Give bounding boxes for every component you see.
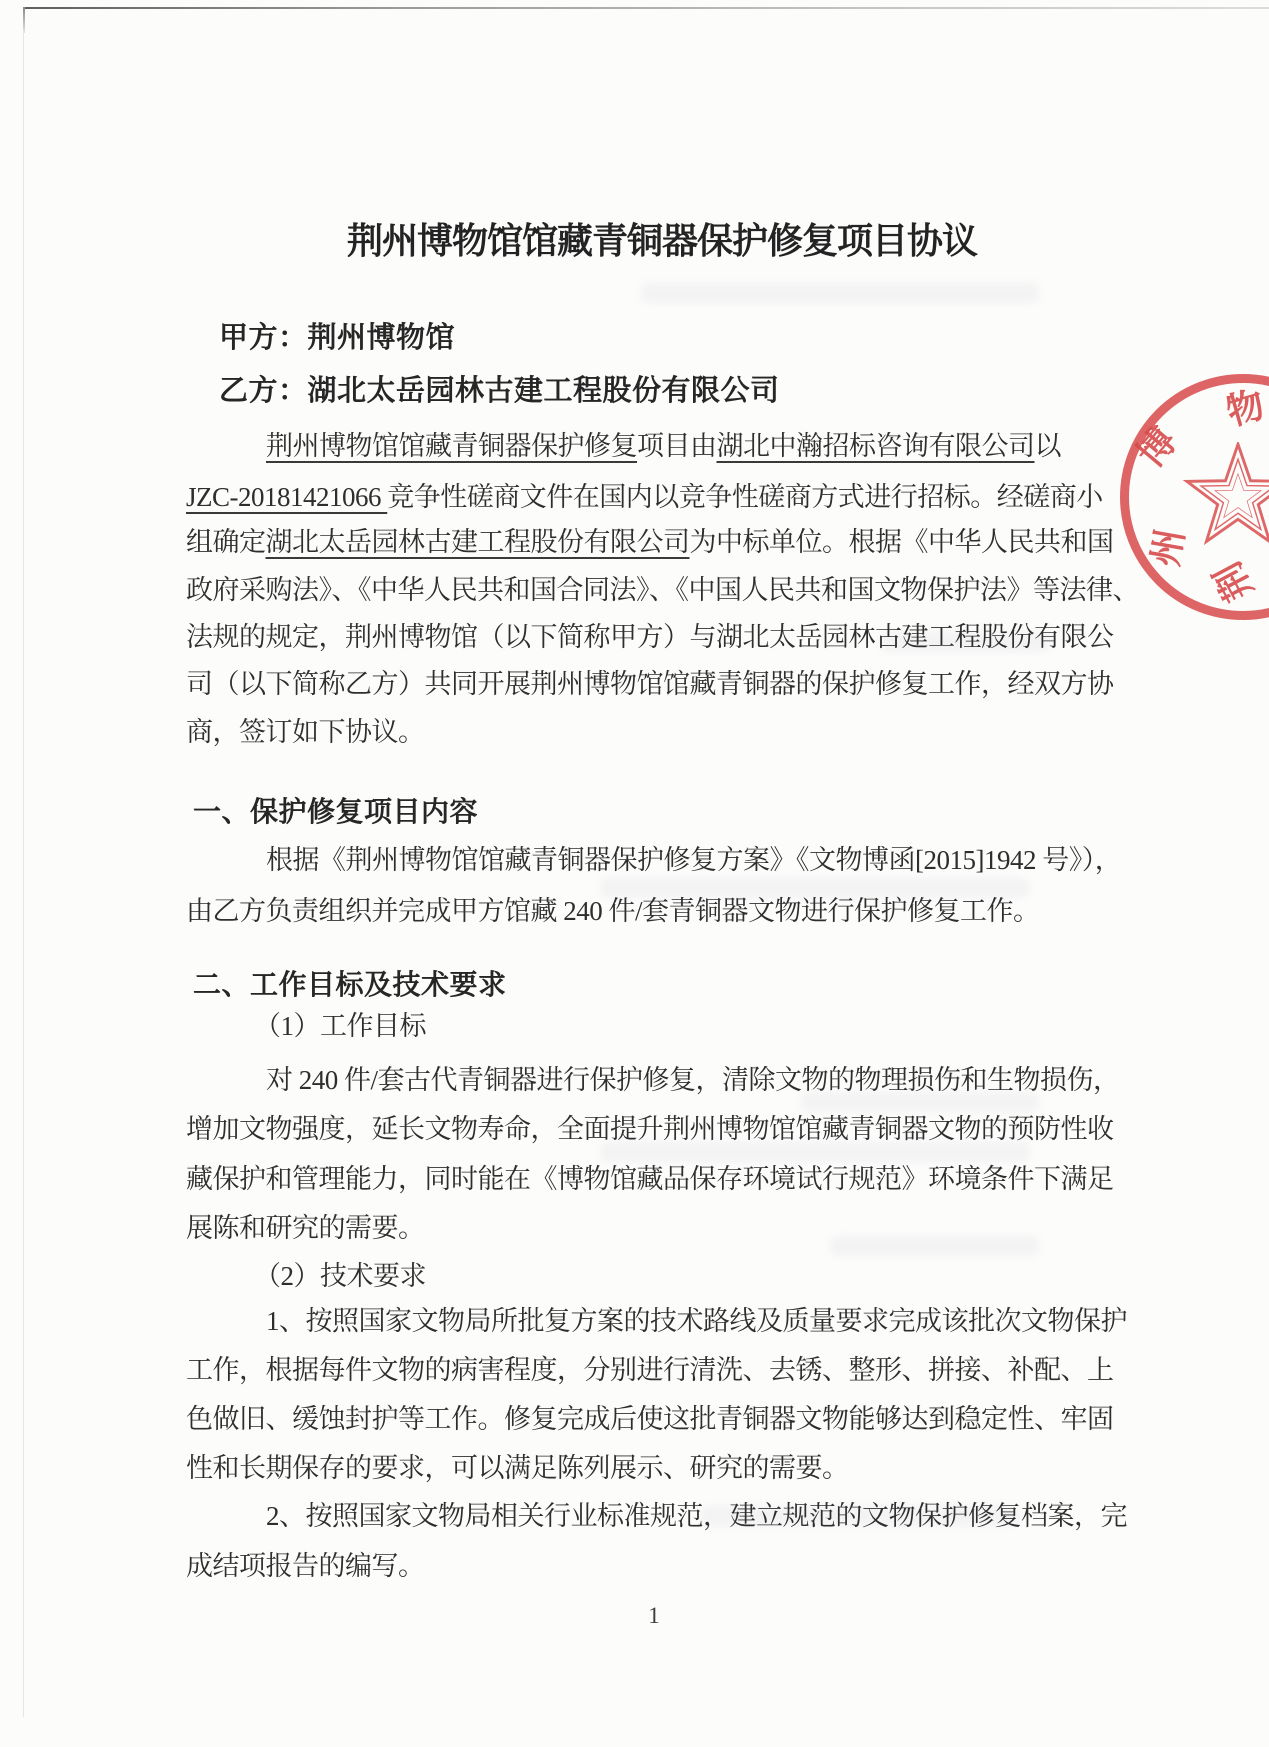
seal-character: 州 (1145, 526, 1193, 570)
seal-star-icon (1182, 442, 1269, 554)
tech-line: 1、按照国家文物局所批复方案的技术路线及质量要求完成该批次文物保护 (266, 1306, 1127, 1336)
section-1-line: 根据《荆州博物馆馆藏青铜器保护修复方案》《文物博函[2015]1942 号》）， (266, 845, 1122, 875)
seal-character: 博 (1130, 420, 1186, 476)
subsection-1-heading: （1）工作目标 (254, 1011, 426, 1041)
party-a-line: 甲方：荆州博物馆 (219, 322, 456, 354)
page-number: 1 (648, 1603, 660, 1628)
section-1-heading: 一、保护修复项目内容 (193, 797, 479, 828)
goal-line: 增加文物强度，延长文物寿命，全面提升荆州博物馆馆藏青铜器文物的预防性收 (186, 1114, 1114, 1144)
scan-top-edge-line (24, 7, 1269, 9)
tech-line: 色做旧、缓蚀封护等工作。修复完成后使这批青铜器文物能够达到稳定性、牢固 (186, 1404, 1114, 1434)
goal-line: 藏保护和管理能力，同时能在《博物馆藏品保存环境试行规范》环境条件下满足 (186, 1164, 1114, 1194)
bleed-through-artifact (600, 878, 1030, 898)
section-1-line: 由乙方负责组织并完成甲方馆藏 240 件/套青铜器文物进行保护修复工作。 (186, 896, 1040, 926)
seal-character: 荆 (1207, 554, 1262, 607)
intro-line: 荆州博物馆馆藏青铜器保护修复项目由湖北中瀚招标咨询有限公司以 (266, 431, 1061, 461)
seal-ring (1120, 374, 1269, 620)
bleed-through-artifact (830, 1236, 1040, 1256)
page-title: 荆州博物馆馆藏青铜器保护修复项目协议 (347, 221, 978, 261)
party-b-line: 乙方：湖北太岳园林古建工程股份有限公司 (219, 375, 780, 407)
intro-line: 政府采购法》、《中华人民共和国合同法》、《中国人民共和国文物保护法》等法律、 (186, 575, 1139, 605)
goal-line: 展陈和研究的需要。 (186, 1213, 425, 1243)
intro-line: 司（以下简称乙方）共同开展荆州博物馆馆藏青铜器的保护修复工作，经双方协 (186, 669, 1114, 699)
tech-line: 成结项报告的编写。 (186, 1551, 425, 1581)
section-2-heading: 二、工作目标及技术要求 (193, 970, 507, 1001)
tech-line: 工作，根据每件文物的病害程度，分别进行清洗、去锈、整形、拼接、补配、上 (186, 1355, 1114, 1385)
tech-line: 性和长期保存的要求，可以满足陈列展示、研究的需要。 (186, 1453, 849, 1483)
intro-line: 法规的规定，荆州博物馆（以下简称甲方）与湖北太岳园林古建工程股份有限公 (186, 622, 1114, 652)
bleed-through-artifact (640, 283, 1040, 303)
scan-left-edge-line (23, 30, 24, 1717)
intro-line: 组确定湖北太岳园林古建工程股份有限公司为中标单位。根据《中华人民共和国 (186, 527, 1114, 557)
goal-line: 对 240 件/套古代青铜器进行保护修复，清除文物的物理损伤和生物损伤， (266, 1065, 1120, 1095)
intro-line: JZC-20181421066 竞争性磋商文件在国内以竞争性磋商方式进行招标。经磋商小 (186, 482, 1103, 512)
seal-character: 物 (1222, 384, 1269, 435)
intro-line: 商，签订如下协议。 (186, 717, 425, 747)
subsection-2-heading: （2）技术要求 (254, 1261, 426, 1291)
tech-line: 2、按照国家文物局相关行业标准规范，建立规范的文物保护修复档案，完 (266, 1501, 1127, 1531)
